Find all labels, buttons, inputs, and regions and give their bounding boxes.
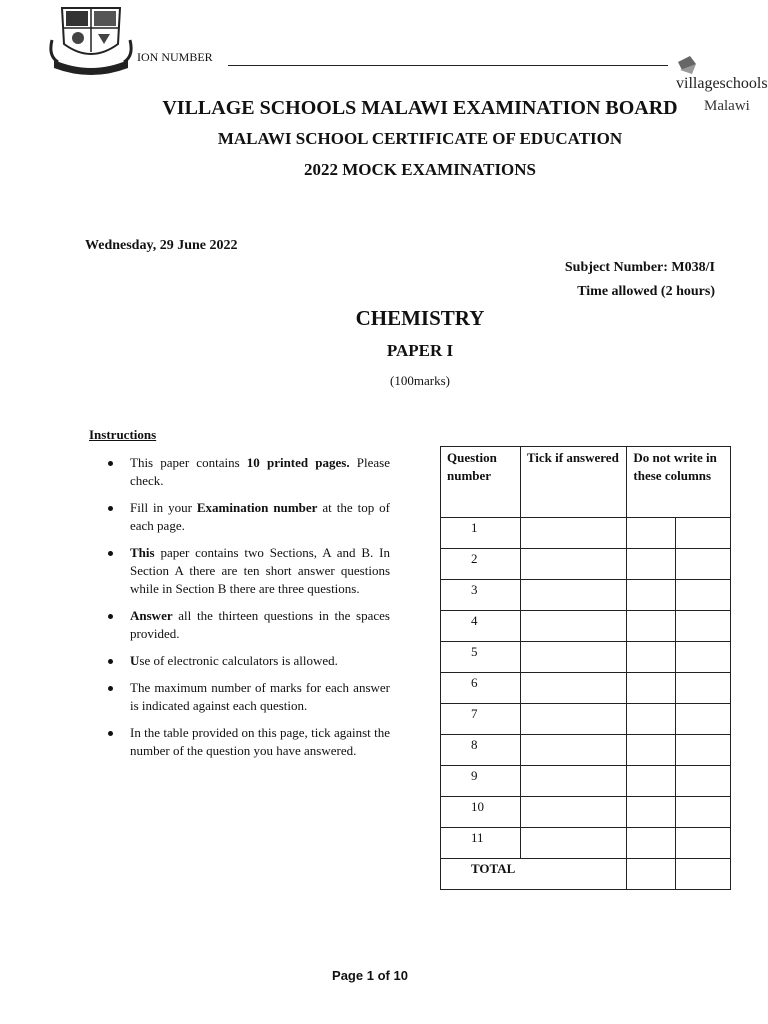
instruction-item: In the table provided on this page, tick against the number of the question you have answered. [108,724,390,760]
bullet-icon [108,461,113,466]
examiner-cell [627,704,676,735]
table-row [441,673,731,704]
table-row [441,766,731,797]
tick-cell[interactable] [520,549,627,580]
table-row [441,704,731,735]
examiner-cell [627,549,676,580]
logo-brand-text: villageschools [676,75,768,92]
examiner-cell [627,518,676,549]
header-tick-if-answered: Tick if answered [520,447,627,518]
examiner-cell [676,518,731,549]
examiner-cell [627,735,676,766]
bullet-icon [108,551,113,556]
instruction-item: Answer all the thirteen questions in the spaces provided. [108,607,390,643]
exam-board-title: VILLAGE SCHOOLS MALAWI EXAMINATION BOARD [162,97,678,119]
examiner-cell [676,580,731,611]
header-do-not-write: Do not write in these columns [627,447,731,518]
bullet-icon [108,614,113,619]
table-row [441,518,731,549]
question-number-cell: 6 [441,673,521,704]
logo-country-text: Malawi [704,98,750,114]
table-row [441,797,731,828]
bullet-icon [108,686,113,691]
instruction-item: The maximum number of marks for each answer is indicated against each question. [108,679,390,715]
subject-name: CHEMISTRY [355,306,485,330]
question-number-cell: 7 [441,704,521,735]
question-number-cell: 1 [441,518,521,549]
examiner-cell [627,766,676,797]
tick-cell[interactable] [520,611,627,642]
instructions-heading: Instructions [89,427,157,442]
instruction-item: This paper contains two Sections, A and B. In Section A there are ten short answer questions while in Section B there are three questions. [108,544,390,598]
tick-cell[interactable] [520,797,627,828]
examiner-cell [676,828,731,859]
examiner-cell [627,828,676,859]
total-marks: (100marks) [390,373,450,388]
school-crest-logo [48,0,134,80]
instruction-item: Fill in your Examination number at the top of each page. [108,499,390,535]
page-number: 1 [366,968,374,983]
question-tick-table [440,446,731,890]
tick-cell[interactable] [520,735,627,766]
page-word: Page [332,968,364,983]
examiner-cell [676,859,731,890]
time-allowed: Time allowed (2 hours) [577,284,715,299]
examiner-cell [676,766,731,797]
examiner-cell [627,797,676,828]
examiner-cell [676,642,731,673]
examiner-cell [676,673,731,704]
subject-number: Subject Number: M038/I [564,260,715,275]
exam-date: Wednesday, 29 June 2022 [85,238,238,253]
examiner-cell [627,642,676,673]
question-number-cell: 3 [441,580,521,611]
bullet-icon [108,506,113,511]
instruction-item: Use of electronic calculators is allowed. [108,652,390,670]
header-question-number: Question number [441,447,521,518]
examiner-cell [676,549,731,580]
tick-cell[interactable] [520,828,627,859]
question-number-cell: 5 [441,642,521,673]
tick-cell[interactable] [520,518,627,549]
question-number-cell: 4 [441,611,521,642]
question-number-cell: 10 [441,797,521,828]
examiner-cell [676,611,731,642]
question-number-cell: 11 [441,828,521,859]
total-label: TOTAL [441,859,627,890]
total-pages: 10 [393,968,408,983]
tick-cell[interactable] [520,580,627,611]
question-number-cell: 9 [441,766,521,797]
tick-cell[interactable] [520,673,627,704]
table-row [441,735,731,766]
paper-number: PAPER I [386,341,454,360]
tick-cell[interactable] [520,642,627,673]
instructions-list [108,454,390,769]
table-row [441,642,731,673]
tick-cell[interactable] [520,704,627,735]
examiner-cell [627,673,676,704]
examination-number-field[interactable] [228,65,668,66]
examiner-cell [627,611,676,642]
page-footer [0,968,740,983]
table-row [441,580,731,611]
examination-number-label: ION NUMBER [137,50,213,64]
certificate-title: MALAWI SCHOOL CERTIFICATE OF EDUCATION [217,129,623,148]
bullet-icon [108,659,113,664]
question-number-cell: 8 [441,735,521,766]
examiner-cell [676,797,731,828]
of-word: of [377,968,390,983]
instruction-item: This paper contains 10 printed pages. Please check. [108,454,390,490]
table-row [441,828,731,859]
examiner-cell [627,859,676,890]
mock-exam-title: 2022 MOCK EXAMINATIONS [303,160,537,179]
total-row [441,859,731,890]
examiner-cell [676,704,731,735]
table-row [441,549,731,580]
tick-cell[interactable] [520,766,627,797]
examiner-cell [676,735,731,766]
question-number-cell: 2 [441,549,521,580]
examiner-cell [627,580,676,611]
bullet-icon [108,731,113,736]
table-row [441,611,731,642]
